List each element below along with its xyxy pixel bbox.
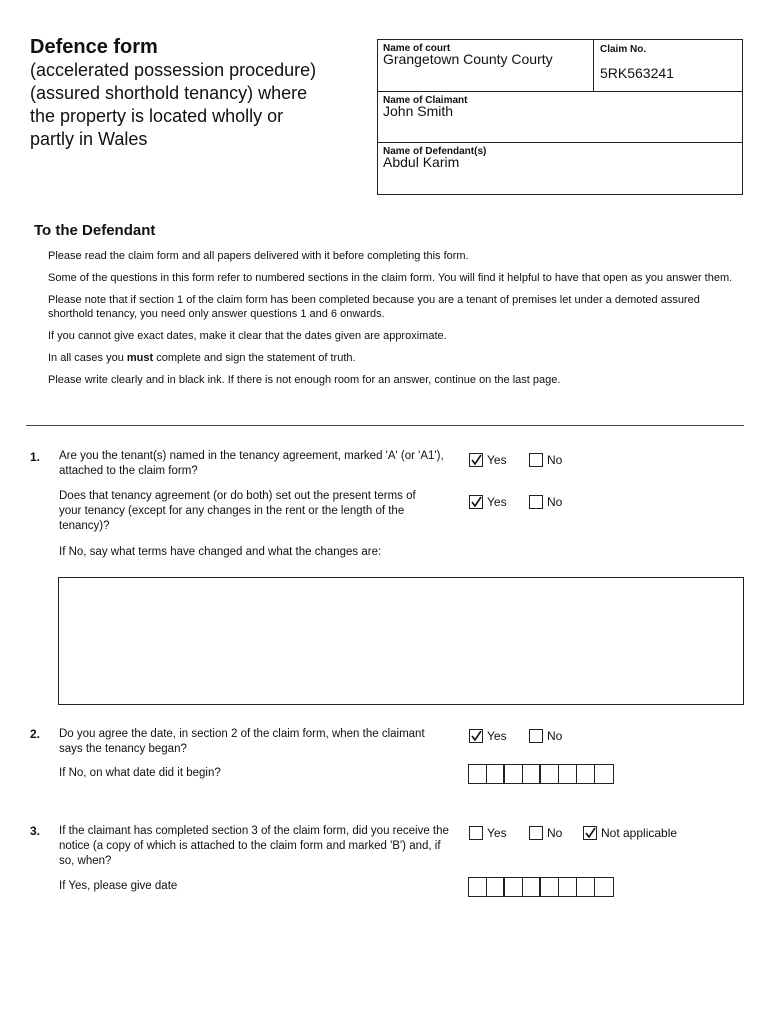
instruction-paragraph: Please read the claim form and all papers delivered with it before completing this form. xyxy=(48,250,469,262)
court-value: Grangetown County Courty xyxy=(383,51,553,67)
claim-number-label: Claim No. xyxy=(600,44,647,55)
q1-no-checkbox[interactable] xyxy=(529,453,543,467)
checkmark-icon xyxy=(470,454,482,466)
claimant-value: John Smith xyxy=(383,103,454,119)
instruction-paragraph: If you cannot give exact dates, make it clear that the dates given are approximate. xyxy=(48,330,447,342)
q1b-yes-checkbox[interactable] xyxy=(469,495,483,509)
changes-answer-box[interactable] xyxy=(58,577,744,705)
q3-na-option[interactable] xyxy=(583,826,677,840)
claimant-field[interactable] xyxy=(378,92,742,143)
form-subtitle-line: the property is located wholly or xyxy=(30,106,284,126)
defendant-value: Abdul Karim xyxy=(383,154,460,170)
q1b-yes-label: Yes xyxy=(487,495,507,509)
question-2-text: Do you agree the date, in section 2 of the claim form, when the claimant says the tenancy began? xyxy=(59,728,425,755)
instruction-paragraph: Some of the questions in this form refer to numbered sections in the claim form. You will find it helpful to have that open as you answer them. xyxy=(48,272,733,284)
form-title: Defence form xyxy=(30,36,158,58)
q3-yes-option[interactable] xyxy=(469,826,507,840)
statement-of-truth-note: In all cases you must complete and sign the statement of truth. xyxy=(48,352,356,364)
q3-na-checkbox[interactable] xyxy=(583,826,597,840)
q3-date-input[interactable] xyxy=(468,877,614,897)
q2-yes-label: Yes xyxy=(487,729,507,743)
q1-yes-checkbox[interactable] xyxy=(469,453,483,467)
q1b-no-option[interactable] xyxy=(529,495,562,509)
court-label: Name of court xyxy=(383,43,451,54)
q1-yes-option[interactable] xyxy=(469,453,507,467)
q2-date-input[interactable] xyxy=(468,764,614,784)
q1b-no-checkbox[interactable] xyxy=(529,495,543,509)
instructions xyxy=(48,249,738,395)
q3-no-option[interactable] xyxy=(529,826,562,840)
q2-no-checkbox[interactable] xyxy=(529,729,543,743)
question-1c-text: If No, say what terms have changed and what the changes are: xyxy=(59,546,382,558)
q3-yes-checkbox[interactable] xyxy=(469,826,483,840)
claim-number-field[interactable] xyxy=(594,40,742,92)
form-title-block xyxy=(30,35,360,151)
question-number: 2. xyxy=(30,727,41,741)
defendant-label: Name of Defendant(s) xyxy=(383,146,487,157)
case-details-box xyxy=(377,39,743,195)
q2-yes-checkbox[interactable] xyxy=(469,729,483,743)
checkmark-icon xyxy=(470,496,482,508)
question-number: 1. xyxy=(30,450,41,464)
q2-no-label: No xyxy=(547,729,563,743)
question-2b-text: If No, on what date did it begin? xyxy=(59,767,221,779)
q1-no-option[interactable] xyxy=(529,453,562,467)
instruction-paragraph: Please note that if section 1 of the claim form has been completed because you are a tenant of premises let under a demoted assured shorthold tenancy, you need only answer questions 1 and 6 onwards. xyxy=(48,294,700,320)
divider xyxy=(26,425,744,426)
question-1b-text: Does that tenancy agreement (or do both) set out the present terms of your tenancy (except for any changes in the rent or the length of the tenancy)? xyxy=(59,490,416,532)
claim-number-value: 5RK563241 xyxy=(600,65,674,81)
form-subtitle-line: (assured shorthold tenancy) where xyxy=(30,83,308,103)
question-3b-text: If Yes, please give date xyxy=(59,880,178,892)
question-3-text: If the claimant has completed section 3 of the claim form, did you receive the notice (a copy of which is attached to the claim form and marked 'B') and, if so, when? xyxy=(59,825,449,867)
q3-yes-label: Yes xyxy=(487,826,507,840)
instruction-paragraph: Please write clearly and in black ink. If there is not enough room for an answer, continue on the last page. xyxy=(48,374,561,386)
form-subtitle-line: partly in Wales xyxy=(30,129,148,149)
q2-yes-option[interactable] xyxy=(469,729,507,743)
q3-no-label: No xyxy=(547,826,563,840)
claimant-label: Name of Claimant xyxy=(383,95,468,106)
q1-no-label: No xyxy=(547,453,563,467)
q1b-no-label: No xyxy=(547,495,563,509)
q1-yes-label: Yes xyxy=(487,453,507,467)
checkmark-icon xyxy=(584,827,596,839)
q3-na-label: Not applicable xyxy=(601,826,678,840)
q1b-yes-option[interactable] xyxy=(469,495,507,509)
defendant-field[interactable] xyxy=(378,143,742,194)
question-1-text: Are you the tenant(s) named in the tenancy agreement, marked 'A' (or 'A1'), attached to the claim form? xyxy=(59,450,444,477)
checkmark-icon xyxy=(470,730,482,742)
question-number: 3. xyxy=(30,824,41,838)
court-field[interactable] xyxy=(378,40,594,92)
q2-no-option[interactable] xyxy=(529,729,562,743)
section-heading: To the Defendant xyxy=(34,222,156,239)
q3-no-checkbox[interactable] xyxy=(529,826,543,840)
form-subtitle-line: (accelerated possession procedure) xyxy=(30,60,317,80)
